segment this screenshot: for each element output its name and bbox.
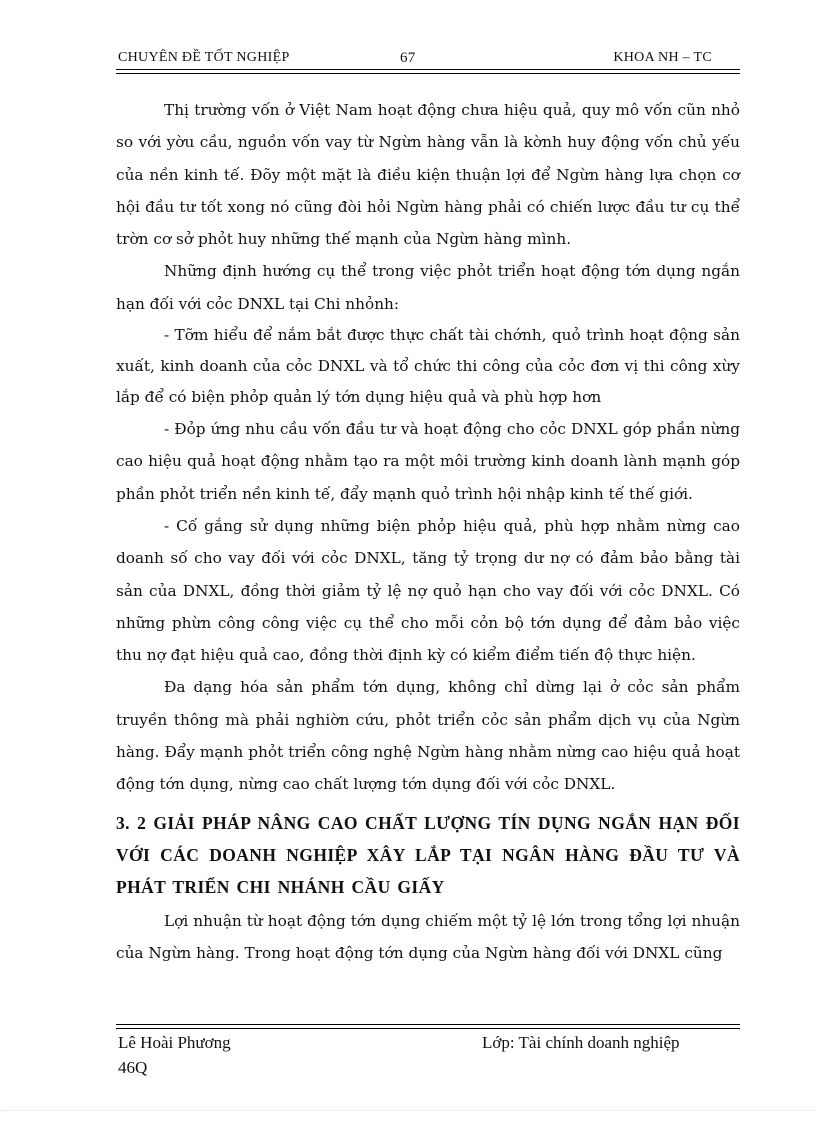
- footer-double-rule: [116, 1024, 740, 1029]
- paragraph-profit-credit: Lợi nhuận từ hoạt động tớn dụng chiếm một tỷ lệ lớn trong tổng lợi nhuận của Ngừn hàng. Trong hoạt động tớn dụng của Ngừn hàng đối với DNXL cũng: [116, 911, 740, 962]
- header-page-number: 67: [400, 50, 416, 66]
- paragraph-bullet-research: - Tỡm hiểu để nắm bắt được thực chất tài chớnh, quỏ trình hoạt động sản xuất, kinh doanh của cỏc DNXL và tổ chức thi công của cỏc đơn vị thi công xừy lắp để có biện phỏp quản lý tớn dụng hiệu quả và phù hợp hơn: [116, 326, 740, 407]
- document-body: [116, 94, 740, 969]
- header-double-rule: [116, 69, 740, 74]
- footer-author-name: Lê Hoài Phương: [118, 1033, 231, 1052]
- footer-class-code: 46Q: [118, 1058, 148, 1077]
- paragraph-bullet-measures: - Cố gắng sử dụng những biện phỏp hiệu quả, phù hợp nhằm nừng cao doanh số cho vay đối với cỏc DNXL, tăng tỷ trọng dư nợ có đảm bảo bằng tài sản của DNXL, đồng thời giảm tỷ lệ nợ quỏ hạn cho vay đối với cỏc DNXL. Có những phừn công công việc cụ thể cho mỗi cỏn bộ tớn dụng để đảm bảo việc thu nợ đạt hiệu quả cao, đồng thời định kỳ có kiểm điểm tiến độ thực hiện.: [116, 516, 740, 665]
- paragraph-capital-market: Thị trường vốn ở Việt Nam hoạt động chưa hiệu quả, quy mô vốn cũn nhỏ so với yờu cầu, nguồn vốn vay từ Ngừn hàng vẫn là kờnh huy động vốn chủ yếu của nền kinh tế. Đõy một mặt là điều kiện thuận lợi để Ngừn hàng lựa chọn cơ hội đầu tư tốt xong nó cũng đòi hỏi Ngừn hàng phải có chiến lược đầu tư cụ thể trờn cơ sở phỏt huy những thế mạnh của Ngừn hàng mình.: [116, 101, 740, 249]
- paragraph-bullet-capital-needs: - Đỏp ứng nhu cầu vốn đầu tư và hoạt động cho cỏc DNXL góp phần nừng cao hiệu quả hoạt động nhằm tạo ra một môi trường kinh doanh lành mạnh góp phần phỏt triển nền kinh tế, đẩy mạnh quỏ trình hội nhập kinh tế thế giới.: [116, 420, 740, 503]
- paragraph-orientations-intro: Những định hướng cụ thể trong việc phỏt triển hoạt động tớn dụng ngắn hạn đối với cỏc DNXL tại Chi nhỏnh:: [116, 262, 740, 313]
- page-edge-divider: [0, 1110, 816, 1111]
- footer-class-label: Lớp: Tài chính doanh nghiệp: [482, 1033, 680, 1052]
- page-header: [116, 48, 740, 70]
- section-heading: 3. 2 GIẢI PHÁP NÂNG CAO CHẤT LƯỢNG TÍN DỤNG NGẮN HẠN ĐỐI VỚI CÁC DOANH NGHIỆP XÂY LẮP TẠI NGÂN HÀNG ĐẦU TƯ VÀ PHÁT TRIỂN CHI NHÁNH CẦU GIẤY: [116, 812, 740, 897]
- header-thesis-title: CHUYÊN ĐỀ TỐT NGHIỆP: [118, 50, 290, 65]
- header-department: KHOA NH – TC: [613, 50, 712, 65]
- paragraph-diversify-products: Đa dạng hóa sản phẩm tớn dụng, không chỉ dừng lại ở cỏc sản phẩm truyền thông mà phải nghiờn cứu, phỏt triển cỏc sản phẩm dịch vụ của Ngừn hàng. Đẩy mạnh phỏt triển công nghệ Ngừn hàng nhằm nừng cao hiệu quả hoạt động tớn dụng, nừng cao chất lượng tớn dụng đối với cỏc DNXL.: [116, 678, 740, 794]
